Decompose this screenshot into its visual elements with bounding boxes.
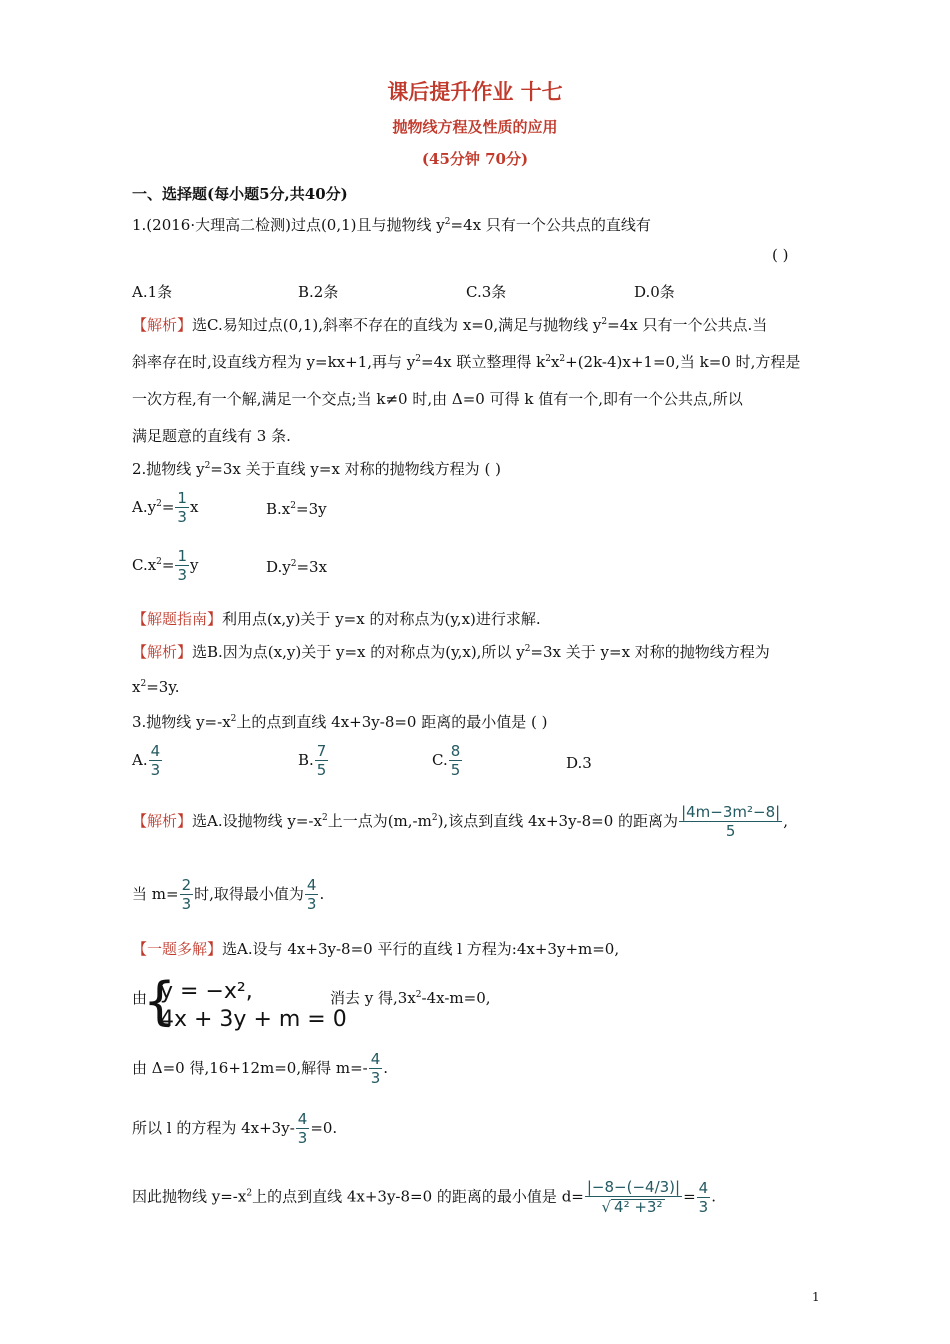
q3-solution-line-2: 当 m= $\frac{2}{3}$ 时,取得最小值为 $\frac{4}{3}$ .: [132, 876, 325, 913]
q2-solution-line-2: $x^2=3y$.: [132, 678, 180, 696]
fraction: $\frac{4}{3}$: [306, 876, 317, 913]
q1-solution-line-4: 满足题意的直线有 3 条.: [132, 427, 291, 445]
time-score: (45分钟 70分): [421, 150, 529, 168]
section-heading: 一、选择题(每小题5分,共40分): [132, 185, 348, 203]
q1-answer-blank: ( ): [772, 246, 789, 264]
q3-option-d: D.3: [566, 754, 592, 772]
fraction: $\frac{1}{3}$: [177, 547, 188, 584]
q3-alt-line-1: 【一题多解】选A.设与 4x+3y-8=0 平行的直线 l 方程为:4x+3y+m=0,: [132, 940, 620, 958]
q3-option-a: A. $\frac{4}{3}$: [132, 742, 161, 779]
q3-option-b: B. $\frac{7}{5}$: [298, 742, 327, 779]
q2-guide: 【解题指南】利用点(x,y)关于 y=x 的对称点为(y,x)进行求解.: [132, 610, 541, 628]
q1-option-b: B.2条: [298, 283, 339, 301]
final-step: 因此抛物线 $y=-x^2$上的点到直线 4x+3y-8=0 的距离的最小值是 d= $\frac{|-8-(-4/3)|}{\text{√ 4² +3²}}$ = $\frac{4}{3}$ .: [132, 1178, 716, 1216]
solution-tag: 【解析】: [132, 643, 193, 661]
alt-solution-tag: 【一题多解】: [132, 940, 223, 958]
q3-solution-line-1: 【解析】选A.设抛物线 $y=-x^2$上一点为$(m,-m^2)$,该点到直线 4x+3y-8=0 的距离为 $\frac{\text{|4m−3m²−8|}}{5}$ ,: [132, 803, 788, 840]
system-eq-2: 4x + 3y + m = 0: [160, 1007, 347, 1032]
distance-fraction: $\frac{\text{|4m−3m²−8|}}{5}$: [681, 803, 781, 840]
q1-solution-line-3: 一次方程,有一个解,满足一个交点;当 k≠0 时,由 Δ=0 可得 k 值有一个,即有一个公共点,所以: [132, 390, 743, 408]
sqrt-icon: √: [601, 1198, 612, 1216]
q2-solution-line-1: 【解析】选B.因为点(x,y)关于 y=x 的对称点为(y,x),所以 $y^2=3x$ 关于 y=x 对称的抛物线方程为: [132, 643, 770, 661]
q1-option-a: A.1条: [132, 283, 173, 301]
q1-option-c: C.3条: [466, 283, 507, 301]
fraction: $\frac{4}{3}$: [698, 1178, 709, 1216]
system-label: 由: [132, 989, 148, 1007]
fraction: $\frac{2}{3}$: [181, 876, 192, 913]
fraction: $\frac{4}{3}$: [297, 1110, 308, 1147]
solution-tag: 【解析】: [132, 812, 193, 830]
brace-icon: {: [143, 972, 177, 1032]
page-number: 1: [812, 1290, 820, 1304]
q1-solution-line-1: 【解析】选C.易知过点(0,1),斜率不存在的直线为 x=0,满足与抛物线 $y^2=4x$ 只有一个公共点.当: [132, 316, 768, 334]
q3-option-c: C. $\frac{8}{5}$: [432, 742, 461, 779]
delta-step: 由 Δ=0 得,16+12m=0,解得 m=- $\frac{4}{3}$ .: [132, 1050, 389, 1087]
q1-option-d: D.0条: [634, 283, 675, 301]
final-fraction: $\frac{|-8-(-4/3)|}{\text{√ 4² +3²}}$: [586, 1178, 681, 1216]
eliminate-step: 消去 y 得$,3x^2-4x-m=0$,: [330, 989, 491, 1007]
equation-system: [160, 978, 347, 1034]
fraction: $\frac{4}{3}$: [150, 742, 161, 779]
q2-option-b: $B.x^2=3y$: [266, 500, 327, 518]
q3-stem: 3.抛物线 $y=-x^2$上的点到直线 4x+3y-8=0 距离的最小值是 ( ): [132, 713, 548, 731]
q1-stem: 1.(2016·大理高二检测)过点(0,1)且与抛物线 $y^2=4x$ 只有一个公共点的直线有: [132, 216, 651, 234]
q1-solution-line-2: 斜率存在时,设直线方程为 y=kx+1,再与 $y^2=4x$ 联立整理得 $k^2x^2+(2k-4)x+1=0$,当 k=0 时,方程是: [132, 353, 801, 371]
fraction: $\frac{1}{3}$: [177, 489, 187, 526]
system-eq-1: y = −x²,: [160, 979, 253, 1004]
line-equation-step: 所以 l 的方程为 4x+3y- $\frac{4}{3}$ =0.: [132, 1110, 338, 1147]
fraction: $\frac{7}{5}$: [316, 742, 327, 779]
q2-stem: 2.抛物线 $y^2=3x$ 关于直线 y=x 对称的抛物线方程为 ( ): [132, 460, 501, 478]
q2-option-c: $C.x^2=$ $\frac{1}{3}$ y: [132, 547, 199, 584]
q2-option-d: $D.y^2=3x$: [266, 558, 328, 576]
solution-tag: 【解析】: [132, 316, 193, 334]
page-title: 课后提升作业 十七: [387, 79, 563, 104]
fraction: $\frac{4}{3}$: [370, 1050, 381, 1087]
guide-tag: 【解题指南】: [132, 610, 223, 628]
fraction: $\frac{8}{5}$: [450, 742, 461, 779]
page-subtitle: 抛物线方程及性质的应用: [392, 118, 558, 136]
q2-option-a: $A.y^2=$ $\frac{1}{3}$ x: [132, 489, 199, 526]
